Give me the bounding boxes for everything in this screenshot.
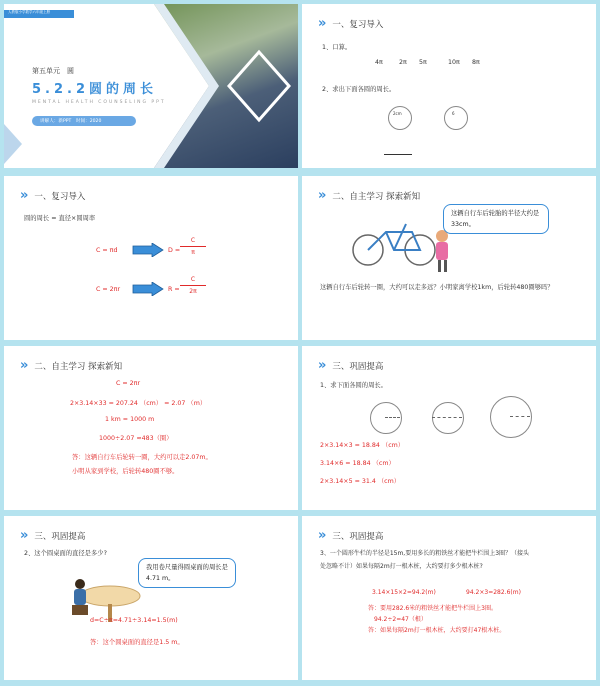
- cover-subtitle: MENTAL HEALTH COUNSELING PPT: [32, 100, 166, 105]
- answer-line: [384, 154, 412, 155]
- circle-1-radius: [385, 417, 400, 418]
- formula-2-fraction: C 2π: [180, 276, 206, 295]
- answer-1: 答：要用282.6米的粗铁丝才能把牛栏围上3圈。: [368, 605, 497, 612]
- circle-3-radius: [510, 416, 530, 417]
- calc-line-1: C = 2πr: [116, 380, 141, 387]
- answer-text: 答：这个圆桌面的直径是1.5 m。: [90, 639, 184, 646]
- calc-2: 94.2×3=282.6(m): [466, 589, 521, 596]
- question-text: 2、这个圆桌面的直径是多少?: [24, 550, 107, 557]
- chevron-right-icon: »: [20, 358, 26, 373]
- circle-3: [490, 396, 532, 438]
- slide-explore-1[interactable]: [302, 176, 596, 340]
- chevron-right-icon: »: [318, 188, 324, 203]
- circle-1-label: 2cm: [393, 111, 402, 116]
- speech-bubble: 这辆自行车后轮胎的半径大约是33cm。: [443, 204, 549, 234]
- slide-header: [20, 358, 122, 373]
- slide-title: 三、巩固提高: [332, 531, 384, 542]
- answer-3: 2×3.14×5 = 31.4 （cm）: [320, 478, 401, 485]
- item-4: 10π: [448, 59, 460, 66]
- formula-2-right-lhs: R =: [168, 286, 180, 293]
- question-1: 1、口算。: [322, 44, 352, 51]
- slide-practice-3[interactable]: [302, 516, 596, 680]
- arrow-right-icon: [132, 282, 164, 296]
- slide-cover[interactable]: [4, 4, 298, 168]
- slide-header: [20, 188, 85, 203]
- arrow-right-icon: [132, 243, 164, 257]
- slide-review-2[interactable]: [4, 176, 298, 340]
- calc-line-4: 1000÷2.07 ≈483（圈）: [99, 435, 173, 442]
- slide-header: [318, 528, 383, 543]
- item-1: 4π: [375, 59, 383, 66]
- circle-1: [370, 402, 402, 434]
- calc-1: 3.14×15×2=94.2(m): [372, 589, 436, 596]
- calc-3: 94.2÷2=47（根）: [374, 616, 427, 623]
- chevron-right-icon: »: [318, 528, 324, 543]
- formula-intro: 圆的周长 = 直径×圆周率: [24, 215, 96, 222]
- slide-title: 一、复习导入: [332, 19, 384, 30]
- formula-1-right-lhs: D =: [168, 247, 181, 254]
- circle-2-diameter: [432, 417, 462, 418]
- circle-1: [388, 106, 412, 130]
- cover-unit: 第五单元 圆: [32, 67, 74, 75]
- circle-2-label: 6: [452, 111, 455, 116]
- slide-title: 三、巩固提高: [332, 361, 384, 372]
- answer-2: 3.14×6 = 18.84 （cm）: [320, 460, 395, 467]
- answer-line-2: 小明从家到学校，后轮转480圈不够。: [72, 468, 179, 475]
- chevron-right-icon: »: [318, 358, 324, 373]
- slide-title: 一、复习导入: [34, 191, 86, 202]
- item-3: 5π: [419, 59, 427, 66]
- slide-review-1[interactable]: [302, 4, 596, 168]
- formula-1-fraction: C π: [180, 237, 206, 256]
- question-2: 2、求出下面各圆的周长。: [322, 86, 396, 93]
- question-line-1: 3、一个圆形牛栏的半径是15m,要用多长的粗铁丝才能把牛栏围上3圈？（接头: [320, 550, 530, 557]
- chevron-right-icon: »: [20, 188, 26, 203]
- item-2: 2π: [399, 59, 407, 66]
- cover-tag-text: 人教版小学数学六年级上册: [8, 9, 50, 14]
- question-text: 1、求下面各圆的周长。: [320, 382, 387, 389]
- circle-2: [432, 402, 464, 434]
- slide-header: [20, 528, 85, 543]
- answer-line-1: 答：这辆自行车后轮转一圈，大约可以走2.07m。: [72, 454, 212, 461]
- calc-line-3: 1 km = 1000 m: [105, 416, 155, 423]
- circle-2: [444, 106, 468, 130]
- calculation: d=C÷π=4.71÷3.14=1.5(m): [90, 617, 178, 624]
- question-line-2: 处忽略不计）如果每隔2m打一根木桩，大约要打多少根木桩?: [320, 563, 483, 570]
- slide-practice-1[interactable]: [302, 346, 596, 510]
- answer-2: 答：如果每隔2m打一根木桩，大约要打47根木桩。: [368, 627, 506, 634]
- slide-header: [318, 358, 383, 373]
- slide-title: 二、自主学习 探索新知: [332, 191, 421, 202]
- cover-meta: 讲解人：新PPT 时间：2020: [40, 118, 102, 124]
- calc-line-2: 2×3.14×33 = 207.24 （cm） = 2.07 （m）: [70, 400, 207, 407]
- slide-explore-2[interactable]: [4, 346, 298, 510]
- chevron-right-icon: »: [20, 528, 26, 543]
- item-5: 8π: [472, 59, 480, 66]
- slide-header: [318, 188, 420, 203]
- formula-2-left: C = 2πr: [96, 286, 121, 293]
- question-text: 这辆自行车后轮转一圈，大约可以走多远？小明家离学校1km，后轮转480圈够吗？: [320, 284, 554, 291]
- speech-bubble: 我用卷尺量得圆桌面的周长是4.71 m。: [138, 558, 236, 588]
- slide-title: 三、巩固提高: [34, 531, 86, 542]
- slide-title: 二、自主学习 探索新知: [34, 361, 123, 372]
- slide-header: [318, 16, 383, 31]
- answer-1: 2×3.14×3 = 18.84 （cm）: [320, 442, 405, 449]
- slide-practice-2[interactable]: [4, 516, 298, 680]
- chevron-right-icon: »: [318, 16, 324, 31]
- formula-1-left: C = πd: [96, 247, 118, 254]
- cover-title: 5.2.2圆的周长: [32, 82, 158, 97]
